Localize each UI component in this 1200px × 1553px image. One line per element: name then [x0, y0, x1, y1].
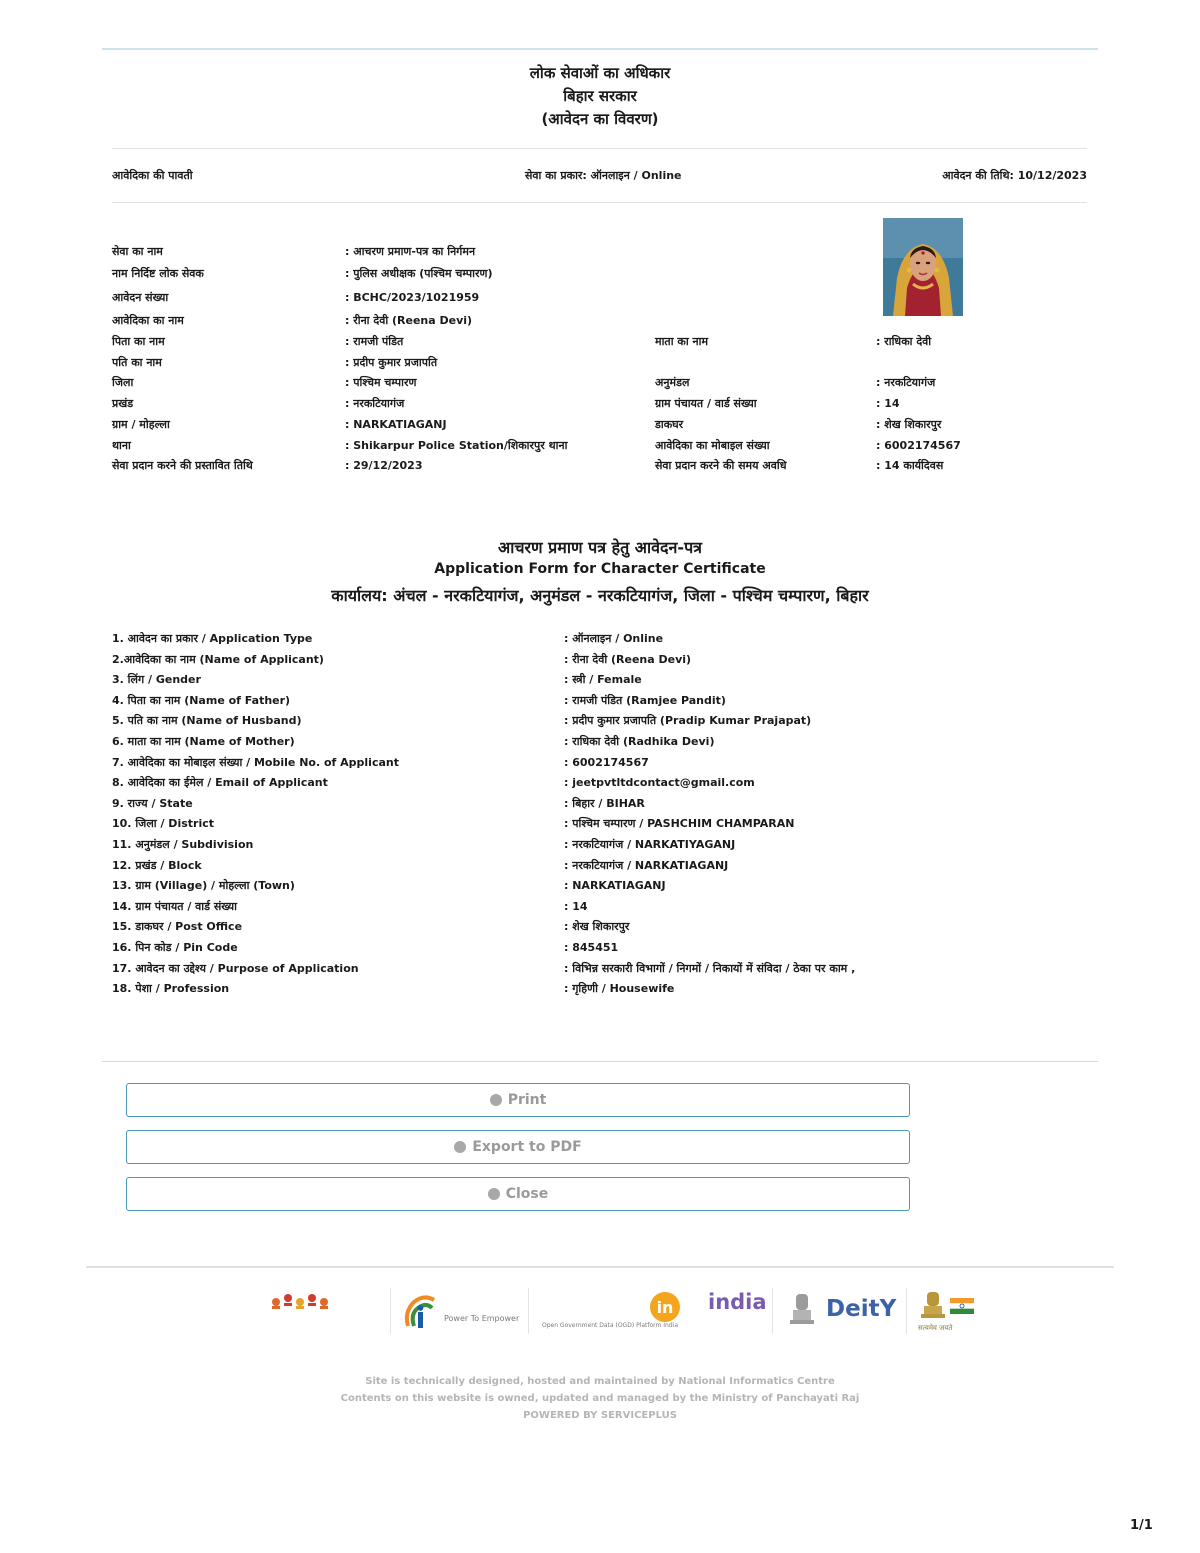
info-label: आवेदन संख्या [112, 291, 169, 304]
info-value: : पश्चिम चम्पारण [345, 376, 417, 389]
digital-india-tagline: Power To Empower [444, 1314, 520, 1323]
document-header [0, 62, 1200, 131]
info-value: : 29/12/2023 [345, 459, 423, 472]
form-value: : jeetpvtltdcontact@gmail.com [564, 776, 755, 790]
info-value: : राधिका देवी [876, 335, 932, 348]
form-label: 2.आवेदिका का नाम (Name of Applicant) [112, 652, 324, 666]
export-pdf-button[interactable] [126, 1130, 910, 1164]
form-label: 17. आवेदन का उद्देश्य / Purpose of Application [112, 961, 359, 975]
info-label: डाकघर [655, 418, 684, 431]
info-label: नाम निर्दिष्ट लोक सेवक [112, 267, 204, 280]
footer-line-3: POWERED BY SERVICEPLUS [523, 1410, 677, 1421]
logo-separator [528, 1288, 529, 1334]
info-value: : Shikarpur Police Station/शिकारपुर थाना [345, 439, 568, 452]
info-value: : प्रदीप कुमार प्रजापति [345, 356, 438, 369]
meta-divider [112, 202, 1087, 203]
info-label: आवेदिका का नाम [112, 314, 184, 327]
close-button[interactable] [126, 1177, 910, 1211]
info-label: थाना [112, 439, 131, 452]
footer-divider [86, 1266, 1114, 1268]
logo-separator [390, 1288, 391, 1334]
print-button-label: Print [507, 1092, 547, 1108]
form-value: : 845451 [564, 941, 619, 954]
form-value: : विभिन्न सरकारी विभागों / निगमों / निकायों में संविदा / ठेका पर काम , [564, 961, 856, 975]
form-value: : शेख शिकारपुर [564, 920, 630, 934]
india-gov-logo [706, 1288, 768, 1336]
top-divider [102, 48, 1098, 50]
applicant-photo [883, 218, 963, 316]
deity-text: DeitY [826, 1296, 897, 1322]
footer-line-1: Site is technically designed, hosted and maintained by National Informatics Centre [365, 1376, 835, 1387]
header-line-1: लोक सेवाओं का अधिकार [529, 64, 671, 82]
info-label: पिता का नाम [112, 335, 165, 348]
info-value: : 14 [876, 397, 900, 410]
form-label: 7. आवेदिका का मोबाइल संख्या / Mobile No. of Applicant [112, 755, 399, 769]
header-divider [112, 148, 1087, 149]
info-value: : 14 कार्यदिवस [876, 459, 944, 472]
print-icon [490, 1094, 502, 1106]
form-value: : 14 [564, 899, 588, 913]
form-value: : बिहार / BIHAR [564, 796, 645, 810]
header-line-3: (आवेदन का विवरण) [541, 110, 659, 128]
info-label: माता का नाम [655, 335, 709, 348]
info-value: : रामजी पंडित [345, 335, 404, 348]
ogd-logo [538, 1288, 688, 1336]
svg-text:in: in [656, 1298, 674, 1317]
service-type: सेवा का प्रकार: ऑनलाइन / Online [525, 169, 682, 182]
info-label: सेवा प्रदान करने की समय अवधि [655, 459, 787, 472]
info-value: : शेख शिकारपुर [876, 418, 942, 431]
info-value: : 6002174567 [876, 439, 961, 452]
info-label: पति का नाम [112, 356, 162, 369]
emblem-caption: सत्यमेव जयते [918, 1324, 953, 1332]
form-value: : गृहिणी / Housewife [564, 982, 675, 996]
info-label: सेवा का नाम [112, 245, 163, 258]
export-icon [454, 1141, 466, 1153]
receipt-label: आवेदिका की पावती [112, 169, 193, 182]
form-value: : NARKATIAGANJ [564, 879, 666, 893]
form-value: : प्रदीप कुमार प्रजापति (Pradip Kumar Prajapat) [564, 714, 812, 728]
export-pdf-button-label: Export to PDF [472, 1139, 582, 1155]
form-label: 12. प्रखंड / Block [112, 858, 202, 872]
national-emblem-flag [918, 1288, 978, 1336]
close-icon [488, 1188, 500, 1200]
form-label: 13. ग्राम (Village) / मोहल्ला (Town) [112, 879, 295, 893]
print-button[interactable] [126, 1083, 910, 1117]
form-label: 8. आवेदिका का ईमेल / Email of Applicant [112, 776, 328, 790]
info-value: : NARKATIAGANJ [345, 418, 447, 431]
form-value: : नरकटियागंज / NARKATIAGANJ [564, 858, 729, 872]
form-label: 11. अनुमंडल / Subdivision [112, 838, 254, 851]
form-value: : रामजी पंडित (Ramjee Pandit) [564, 693, 726, 707]
form-value: : पश्चिम चम्पारण / PASHCHIM CHAMPARAN [564, 817, 795, 831]
close-button-label: Close [505, 1186, 549, 1202]
buttons-divider [102, 1061, 1098, 1062]
serviceplus-logo [268, 1288, 332, 1336]
form-office: कार्यालय: अंचल - नरकटियागंज, अनुमंडल - नरकटियागंज, जिला - पश्चिम चम्पारण, बिहार [331, 586, 869, 605]
form-label: 9. राज्य / State [112, 796, 193, 810]
info-value: : रीना देवी (Reena Devi) [345, 314, 473, 327]
form-value: : ऑनलाइन / Online [564, 632, 664, 645]
info-value: : नरकटियागंज [876, 376, 936, 389]
form-value: : नरकटियागंज / NARKATIYAGANJ [564, 838, 736, 851]
deity-logo [786, 1288, 896, 1336]
info-value: : पुलिस अधीक्षक (पश्चिम चम्पारण) [345, 267, 493, 280]
form-label: 3. लिंग / Gender [112, 673, 201, 687]
info-label: जिला [112, 376, 134, 389]
info-label: अनुमंडल [655, 376, 690, 389]
india-flag-icon [950, 1298, 974, 1314]
form-label: 15. डाकघर / Post Office [112, 920, 243, 934]
info-value: : नरकटियागंज [345, 397, 405, 410]
form-label: 16. पिन कोड / Pin Code [112, 941, 238, 954]
info-label: सेवा प्रदान करने की प्रस्तावित तिथि [112, 459, 253, 472]
page-number: 1/1 [1130, 1518, 1153, 1533]
form-title-english: Application Form for Character Certificate [434, 561, 766, 577]
footer-line-2: Contents on this website is owned, updated and managed by the Ministry of Panchayati Raj [340, 1393, 860, 1404]
form-label: 18. पेशा / Profession [112, 982, 230, 996]
logo-separator [906, 1288, 907, 1334]
logo-separator [772, 1288, 773, 1334]
form-label: 4. पिता का नाम (Name of Father) [112, 693, 291, 707]
header-line-2: बिहार सरकार [563, 87, 637, 105]
info-label: प्रखंड [112, 397, 134, 410]
form-value: : 6002174567 [564, 755, 649, 769]
digital-india-logo [402, 1288, 520, 1336]
form-value: : स्त्री / Female [564, 673, 642, 687]
form-value: : राधिका देवी (Radhika Devi) [564, 735, 715, 748]
info-value: : BCHC/2023/1021959 [345, 291, 480, 304]
form-label: 14. ग्राम पंचायत / वार्ड संख्या [112, 899, 237, 913]
info-value: : आचरण प्रमाण-पत्र का निर्गमन [345, 245, 476, 258]
india-gov-text: india [708, 1290, 767, 1314]
info-label: आवेदिका का मोबाइल संख्या [655, 439, 770, 452]
ogd-tagline: Open Government Data (OGD) Platform India [542, 1322, 679, 1329]
info-label: ग्राम पंचायत / वार्ड संख्या [655, 397, 757, 410]
form-label: 1. आवेदन का प्रकार / Application Type [112, 632, 313, 645]
application-date: आवेदन की तिथि: 10/12/2023 [942, 169, 1087, 182]
form-title-hindi: आचरण प्रमाण पत्र हेतु आवेदन-पत्र [497, 538, 702, 557]
form-label: 10. जिला / District [112, 817, 214, 831]
form-value: : रीना देवी (Reena Devi) [564, 652, 692, 666]
form-label: 5. पति का नाम (Name of Husband) [112, 714, 302, 728]
form-label: 6. माता का नाम (Name of Mother) [112, 735, 295, 748]
info-label: ग्राम / मोहल्ला [112, 418, 170, 431]
